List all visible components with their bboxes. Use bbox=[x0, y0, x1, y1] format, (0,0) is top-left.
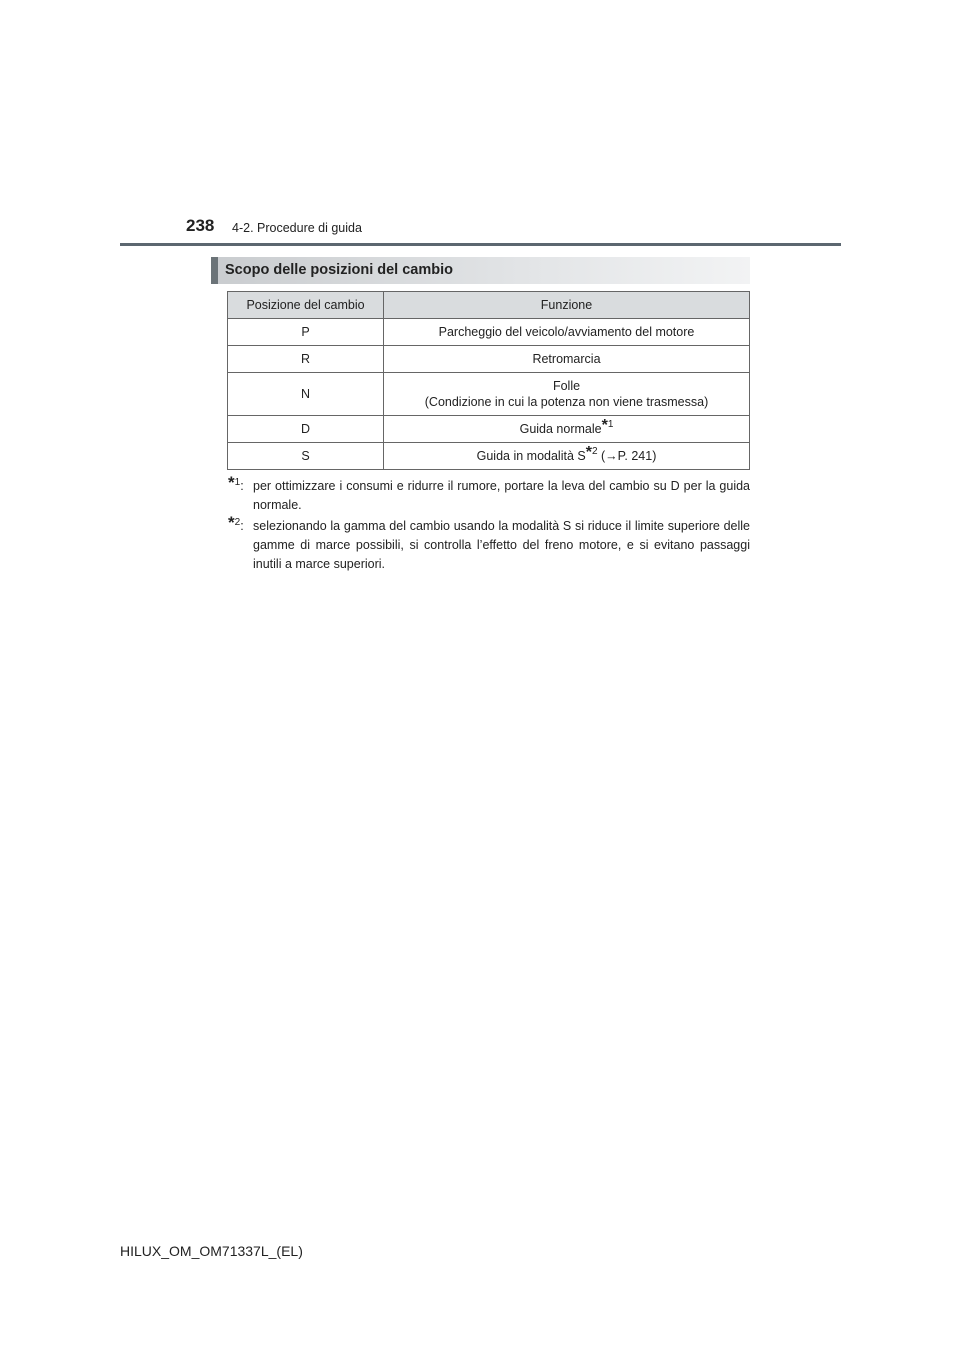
footnote-1 bbox=[228, 473, 750, 515]
section-heading-bar bbox=[211, 257, 218, 284]
footnote-ref: 2 bbox=[591, 446, 598, 457]
table-header-row bbox=[228, 292, 750, 319]
footnote-text: selezionando la gamma del cambio usando la modalità S si riduce il limite superiore delle gamme di marce possibili, si controlla l’effetto del freno motore, e si evitano passaggi inutili a marce superiori. bbox=[253, 519, 750, 571]
gear-function-cell bbox=[384, 373, 750, 416]
column-header-function: Funzione bbox=[384, 292, 750, 319]
section-reference: 4-2. Procedure di guida bbox=[232, 221, 362, 235]
footnote-ref: 1 bbox=[607, 419, 614, 430]
gear-position-cell: S bbox=[228, 443, 384, 470]
gear-position-cell: P bbox=[228, 319, 384, 346]
footnote-2 bbox=[228, 513, 750, 574]
header-rule bbox=[120, 243, 841, 246]
footnote-star: * bbox=[601, 417, 608, 434]
document-code: HILUX_OM_OM71337L_(EL) bbox=[120, 1243, 303, 1259]
table-row bbox=[228, 346, 750, 373]
gear-position-cell: N bbox=[228, 373, 384, 416]
section-heading bbox=[211, 257, 750, 284]
table-row bbox=[228, 373, 750, 416]
table-row bbox=[228, 443, 750, 470]
page-number: 238 bbox=[186, 216, 215, 235]
gear-function-text: Guida normale bbox=[519, 422, 602, 436]
gear-positions-table bbox=[227, 291, 750, 470]
gear-function-cell: Parcheggio del veicolo/avviamento del motore bbox=[384, 319, 750, 346]
gear-function-line: Folle bbox=[552, 379, 581, 393]
footnote-text: per ottimizzare i consumi e ridurre il rumore, portare la leva del cambio su D per la guida normale. bbox=[253, 479, 750, 512]
gear-position-cell: D bbox=[228, 416, 384, 443]
table-row bbox=[228, 319, 750, 346]
column-header-position: Posizione del cambio bbox=[228, 292, 384, 319]
gear-function-cell bbox=[384, 416, 750, 443]
footnote-star: * bbox=[585, 444, 592, 461]
gear-function-cell bbox=[384, 443, 750, 470]
page-cross-reference: (→P. 241) bbox=[601, 449, 657, 463]
footnote-marker: *$^2$: bbox=[228, 513, 244, 533]
gear-function-text: Guida in modalità S bbox=[476, 449, 586, 463]
gear-function-line: (Condizione in cui la potenza non viene trasmessa) bbox=[424, 395, 709, 409]
gear-function-cell: Retromarcia bbox=[384, 346, 750, 373]
table-row bbox=[228, 416, 750, 443]
section-heading-title: Scopo delle posizioni del cambio bbox=[225, 262, 454, 278]
gear-position-cell: R bbox=[228, 346, 384, 373]
footnote-marker: *$^1$: bbox=[228, 473, 244, 493]
